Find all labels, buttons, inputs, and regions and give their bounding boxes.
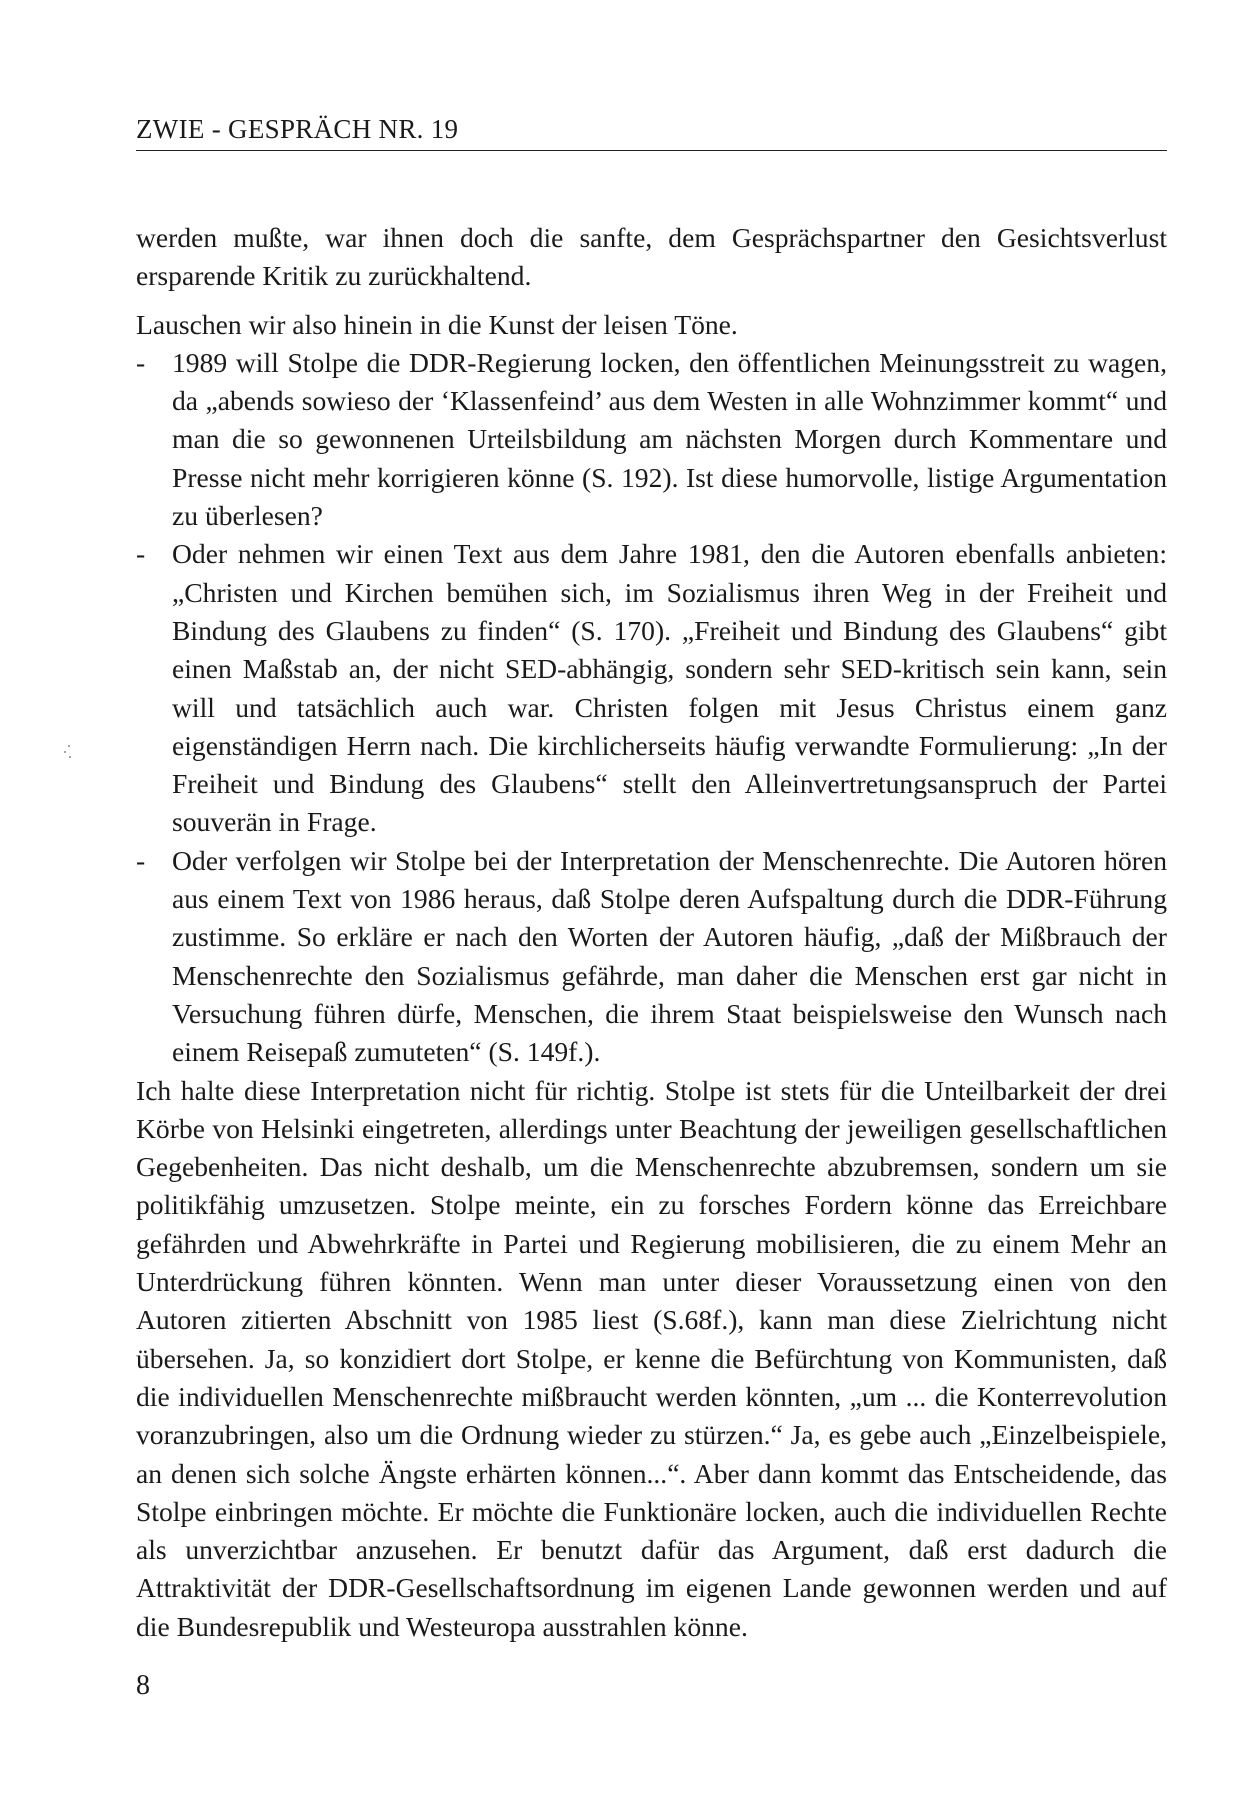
dash-list	[136, 344, 1167, 1072]
body-text	[136, 219, 1167, 1646]
list-item	[136, 535, 1167, 841]
list-item	[136, 344, 1167, 535]
dash-marker: -	[136, 346, 146, 378]
page-number: 8	[136, 1670, 150, 1701]
list-item	[136, 842, 1167, 1072]
dash-marker: -	[136, 538, 146, 570]
running-header: ZWIE - GESPRÄCH NR. 19	[136, 114, 459, 144]
paragraph: werden mußte, war ihnen doch die sanfte, dem Gesprächspartner den Gesichtsverlust ersparende Kritik zu zurückhaltend.	[136, 222, 1167, 292]
dash-marker: -	[136, 844, 146, 876]
list-item-text: Oder verfolgen wir Stolpe bei der Interpretation der Menschenrechte. Die Autoren hören aus einem Text von 1986 heraus, daß Stolpe deren Aufspaltung durch die DDR-Führung zustimme. So erkläre er nach den Worten der Autoren häufig, „daß der Mißbrauch der Menschenrechte den Sozialismus gefährde, man daher die Menschen erst gar nicht in Versuchung führen dürfe, Menschen, die ihrem Staat beispielsweise den Wunsch nach einem Reisepaß zumuteten“ (S. 149f.).	[172, 844, 1167, 1068]
header-rule	[136, 150, 1167, 151]
paragraph: Ich halte diese Interpretation nicht für richtig. Stolpe ist stets für die Unteilbarkeit der drei Körbe von Helsinki eingetreten, allerdings unter Beachtung der jeweiligen gesellschaftlichen Gegebenheiten. Das nicht deshalb, um die Menschenrechte abzubremsen, sondern um sie politikfähig umzusetzen. Stolpe meinte, ein zu forsches Fordern könne das Erreichbare gefährden und Abwehrkräfte in Partei und Regierung mobilisieren, die zu einem Mehr an Unterdrückung führen könnten. Wenn man unter dieser Voraussetzung einen von den Autoren zitierten Abschnitt von 1985 liest (S.68f.), kann man diese Zielrichtung nicht übersehen. Ja, so konzidiert dort Stolpe, er kenne die Befürchtung von Kommunisten, daß die individuellen Menschenrechte mißbraucht werden könnten, „um ... die Konterrevolution voranzubringen, also um die Ordnung wieder zu stürzen.“ Ja, es gebe auch „Einzelbeispiele, an denen sich solche Ängste erhärten können...“. Aber dann kommt das Entscheidende, das Stolpe einbringen möchte. Er möchte die Funktionäre locken, auch die individuellen Rechte als unverzichtbar anzusehen. Er benutzt dafür das Argument, daß erst dadurch die Attraktivität der DDR-Gesellschaftsordnung im eigenen Lande gewonnen werden und auf die Bundesrepublik und Westeuropa ausstrahlen könne.	[136, 1074, 1167, 1642]
list-item-text: Oder nehmen wir einen Text aus dem Jahre 1981, den die Autoren ebenfalls anbieten: „Christen und Kirchen bemühen sich, im Sozialismus ihren Weg in der Freiheit und Bindung des Glaubens zu finden“ (S. 170). „Freiheit und Bindung des Glaubens“ gibt einen Maßstab an, der nicht SED-abhängig, sondern sehr SED-kritisch sein kann, sein will und tatsächlich auch war. Christen folgen mit Jesus Christus einem ganz eigenständigen Herrn nach. Die kirchlicherseits häufig verwandte Formulierung: „In der Freiheit und Bindung des Glaubens“ stellt den Alleinvertretungsanspruch der Partei souverän in Frage.	[172, 538, 1167, 838]
paragraph: Lauschen wir also hinein in die Kunst der leisen Töne.	[136, 308, 738, 340]
list-item-text: 1989 will Stolpe die DDR-Regierung locken, den öffentlichen Meinungsstreit zu wagen, da „abends sowieso der ‘Klassenfeind’ aus dem Westen in alle Wohnzimmer kommt“ und man die so gewonnenen Urteilsbildung am nächsten Morgen durch Kommentare und Presse nicht mehr korrigieren könne (S. 192). Ist diese humorvolle, listige Argumentation zu überlesen?	[172, 346, 1167, 532]
scan-artifact	[62, 745, 72, 759]
